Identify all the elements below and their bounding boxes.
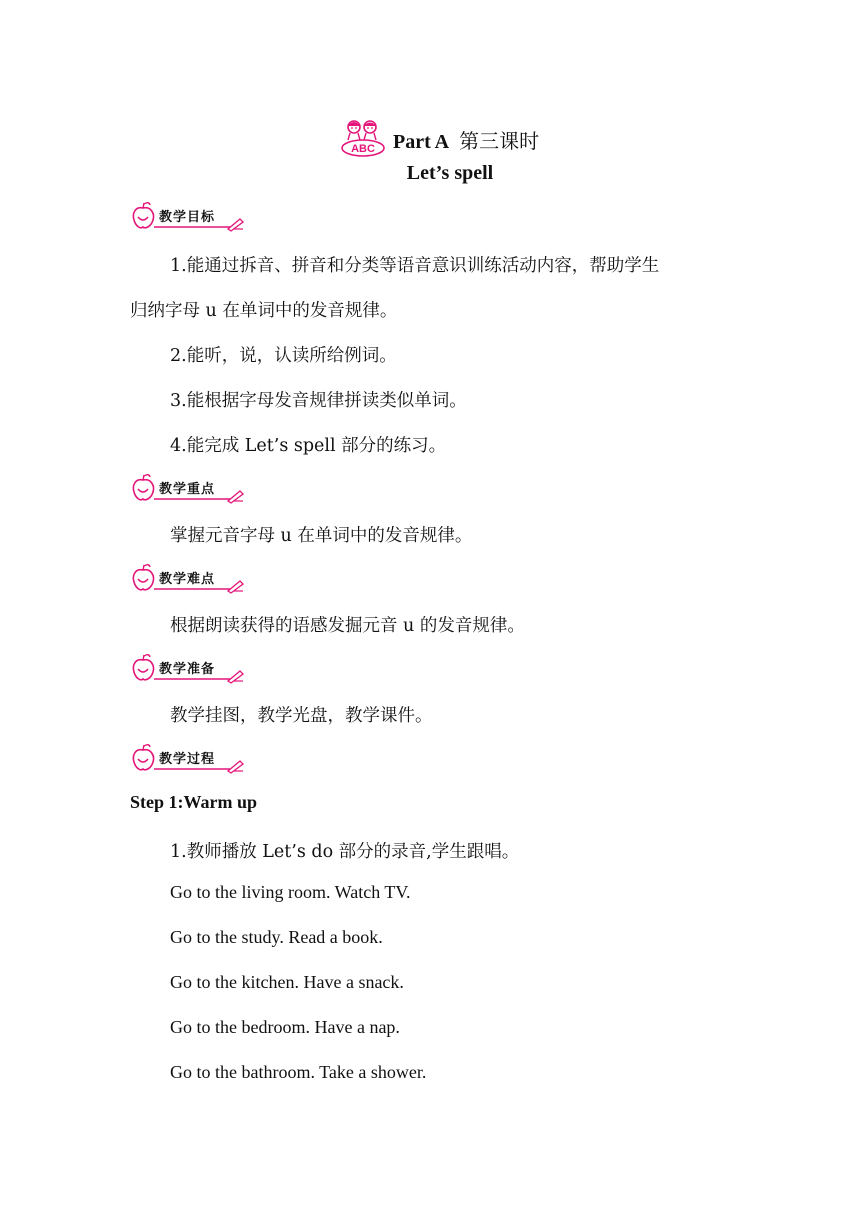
lesson-title	[393, 125, 539, 154]
svg-text:ABC: ABC	[351, 143, 375, 155]
step-intro: 1.教师播放 Let’s do 部分的录音,学生跟唱。	[170, 842, 520, 862]
chant-line-3: Go to the kitchen. Have a snack.	[170, 972, 404, 992]
section-title: 教学难点	[159, 572, 216, 587]
objective-line-5: 4.能完成 Let’s spell 部分的练习。	[170, 436, 447, 456]
section-label-key-points	[130, 472, 245, 504]
chant-line-2: Go to the study. Read a book.	[170, 927, 383, 947]
section-label-objectives	[130, 200, 245, 232]
section-label-preparation	[130, 652, 245, 684]
objective-line-4: 3.能根据字母发音规律拼读类似单词。	[170, 391, 467, 411]
section-label-difficulties	[130, 562, 245, 594]
objective-line-3: 2.能听，说，认读所给例词。	[170, 346, 397, 366]
section-title: 教学准备	[159, 662, 216, 677]
section-title: 教学目标	[159, 210, 216, 225]
part-label: Part A	[393, 131, 450, 153]
chant-line-5: Go to the bathroom. Take a shower.	[170, 1062, 427, 1082]
difficulties-text: 根据朗读获得的语感发掘元音 u 的发音规律。	[170, 616, 525, 636]
step-title: Step 1:Warm up	[130, 792, 258, 812]
section-label-process	[130, 742, 245, 774]
chant-line-4: Go to the bedroom. Have a nap.	[170, 1017, 400, 1037]
preparation-text: 教学挂图，教学光盘，教学课件。	[170, 706, 433, 726]
lesson-header	[0, 118, 860, 158]
objective-line-2: 归纳字母 u 在单词中的发音规律。	[130, 301, 398, 321]
key-points-text: 掌握元音字母 u 在单词中的发音规律。	[170, 526, 473, 546]
objective-line-1: 1.能通过拆音、拼音和分类等语音意识训练活动内容，帮助学生	[170, 256, 660, 276]
lesson-subtitle: Let’s spell	[406, 162, 494, 184]
lesson-label: 第三课时	[459, 129, 540, 153]
abc-kids-logo-icon	[340, 118, 386, 158]
section-title: 教学重点	[159, 482, 216, 497]
section-title: 教学过程	[159, 752, 216, 767]
chant-line-1: Go to the living room. Watch TV.	[170, 882, 411, 902]
